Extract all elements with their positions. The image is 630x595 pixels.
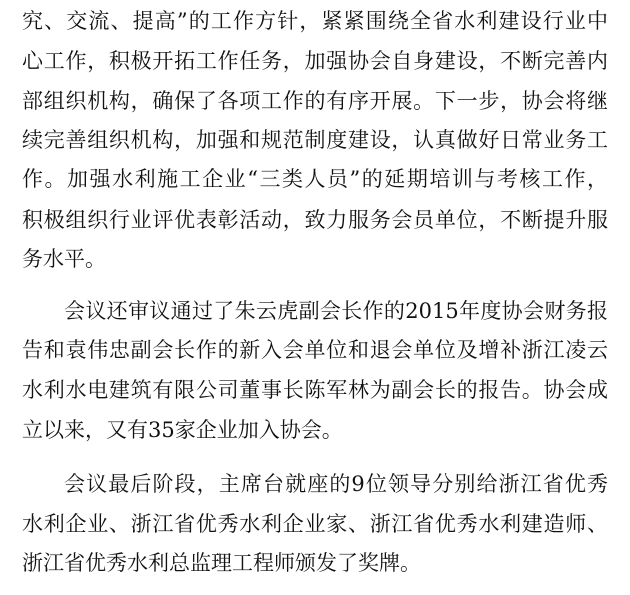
text-line: 立以来，又有35家企业加入协会。 [22, 418, 343, 442]
text-line: 会议还审议通过了朱云虎副会长作的2015年度协会财务报 [64, 299, 608, 323]
text-line: 究、交流、提高”的工作方针，紧紧围绕全省水利建设行业中 [22, 9, 608, 33]
text-line: 水利水电建筑有限公司董事长陈军林为副会长的报告。协会成 [22, 378, 608, 402]
text-line: 水利企业、浙江省优秀水利企业家、浙江省优秀水利建造师、 [22, 512, 608, 536]
text-line: 告和袁伟忠副会长作的新入会单位和退会单位及增补浙江凌云 [22, 338, 608, 362]
text-line: 积极组织行业评优表彰活动，致力服务会员单位，不断提升服 [22, 208, 608, 232]
text-line: 作。加强水利施工企业“三类人员”的延期培训与考核工作， [22, 167, 608, 191]
text-line: 心工作，积极开拓工作任务，加强协会自身建设，不断完善内 [22, 49, 608, 73]
text-line: 务水平。 [22, 247, 106, 271]
text-line: 会议最后阶段，主席台就座的9位领导分别给浙江省优秀 [64, 472, 608, 496]
text-line: 续完善组织机构，加强和规范制度建设，认真做好日常业务工 [22, 128, 608, 152]
text-line: 部组织机构，确保了各项工作的有序开展。下一步，协会将继 [22, 89, 608, 113]
text-line: 浙江省优秀水利总监理工程师颁发了奖牌。 [22, 551, 421, 575]
